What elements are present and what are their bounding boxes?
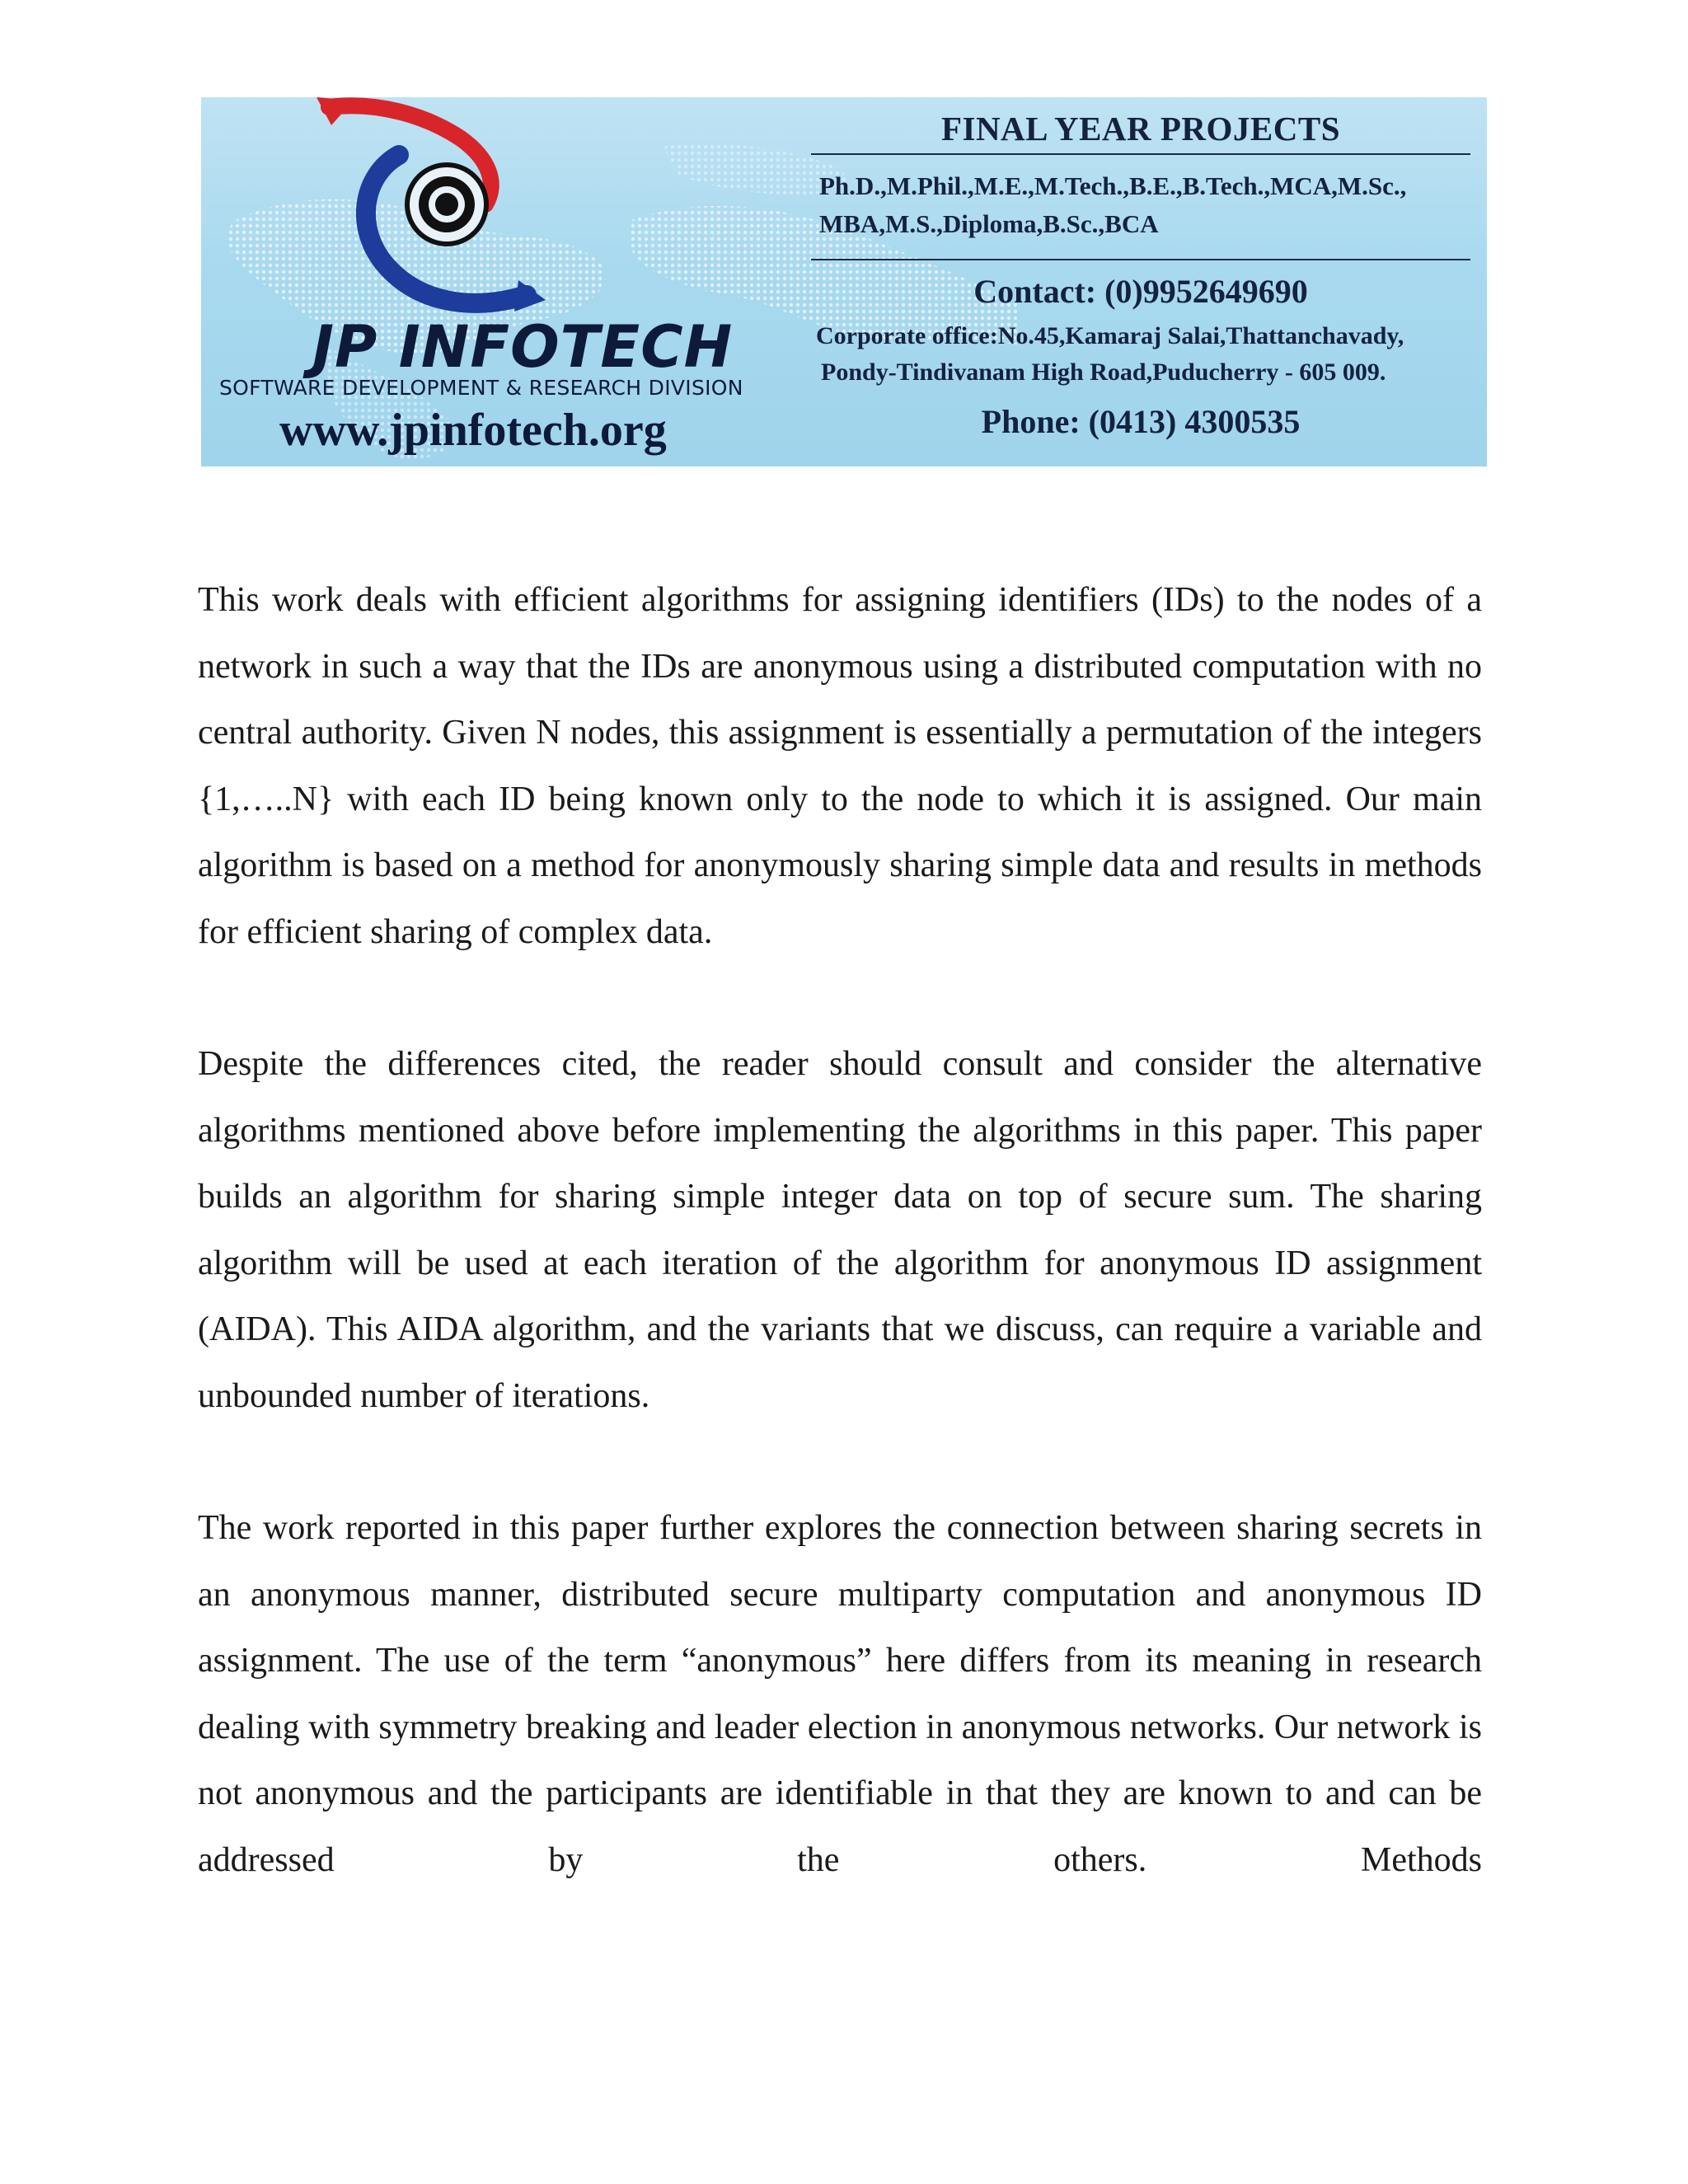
contact-number: Contact: (0)9952649690 bbox=[973, 273, 1308, 310]
office-address bbox=[816, 318, 1470, 391]
body-paragraph: Despite the differences cited, the reader should consult and consider the alternative algorithms mentioned above before implementing the algorithms in this paper. This paper builds an algorithm for sharing simple integer data on top of secure sum. The sharing algorithm will be used at each iteration of the algorithm for anonymous ID assignment (AIDA). This AIDA algorithm, and the variants that we discuss, can require a variable and unbounded number of iterations. bbox=[198, 1045, 1482, 1415]
body-paragraph: The work reported in this paper further explores the connection between sharing secrets in an anonymous manner, distributed secure multiparty computation and anonymous ID assignment. The use of the term “anonymous” here differs from its meaning in research dealing with symmetry breaking and leader election in anonymous networks. Our network is not anonymous and the participants are identifiable in that they are known to and can be addressed by the others. Methods bbox=[198, 1509, 1482, 1879]
divider bbox=[811, 259, 1470, 260]
office-address-line: Pondy-Tindivanam High Road,Puducherry - 605 009. bbox=[821, 359, 1386, 386]
document-body bbox=[198, 567, 1482, 1959]
office-address-line: Corporate office:No.45,Kamaraj Salai,Thattanchavady, bbox=[816, 322, 1404, 349]
body-paragraph: This work deals with efficient algorithms for assigning identifiers (IDs) to the nodes of a network in such a way that the IDs are anonymous using a distributed computation with no central authority. Given N nodes, this assignment is essentially a permutation of the integers {1,…..N} with each ID being known only to the node to which it is assigned. Our main algorithm is based on a method for anonymously sharing simple data and results in methods for efficient sharing of complex data. bbox=[198, 581, 1482, 951]
brand-name: JP INFOTECH bbox=[312, 313, 734, 381]
degrees-line: Ph.D.,M.Phil.,M.E.,M.Tech.,B.E.,B.Tech.,MCA,M.Sc., bbox=[819, 171, 1407, 200]
divider bbox=[811, 153, 1470, 155]
brand-url: www.jpinfotech.org bbox=[279, 405, 667, 456]
degrees-line: MBA,M.S.,Diploma,B.Sc.,BCA bbox=[819, 209, 1159, 238]
header-banner bbox=[201, 97, 1487, 466]
banner-title: FINAL YEAR PROJECTS bbox=[940, 110, 1341, 148]
brand-tagline: SOFTWARE DEVELOPMENT & RESEARCH DIVISION bbox=[219, 376, 743, 400]
banner-info bbox=[811, 97, 1470, 466]
company-logo bbox=[201, 97, 828, 466]
phone-number: Phone: (0413) 4300535 bbox=[981, 403, 1301, 440]
degrees-list bbox=[819, 167, 1470, 243]
